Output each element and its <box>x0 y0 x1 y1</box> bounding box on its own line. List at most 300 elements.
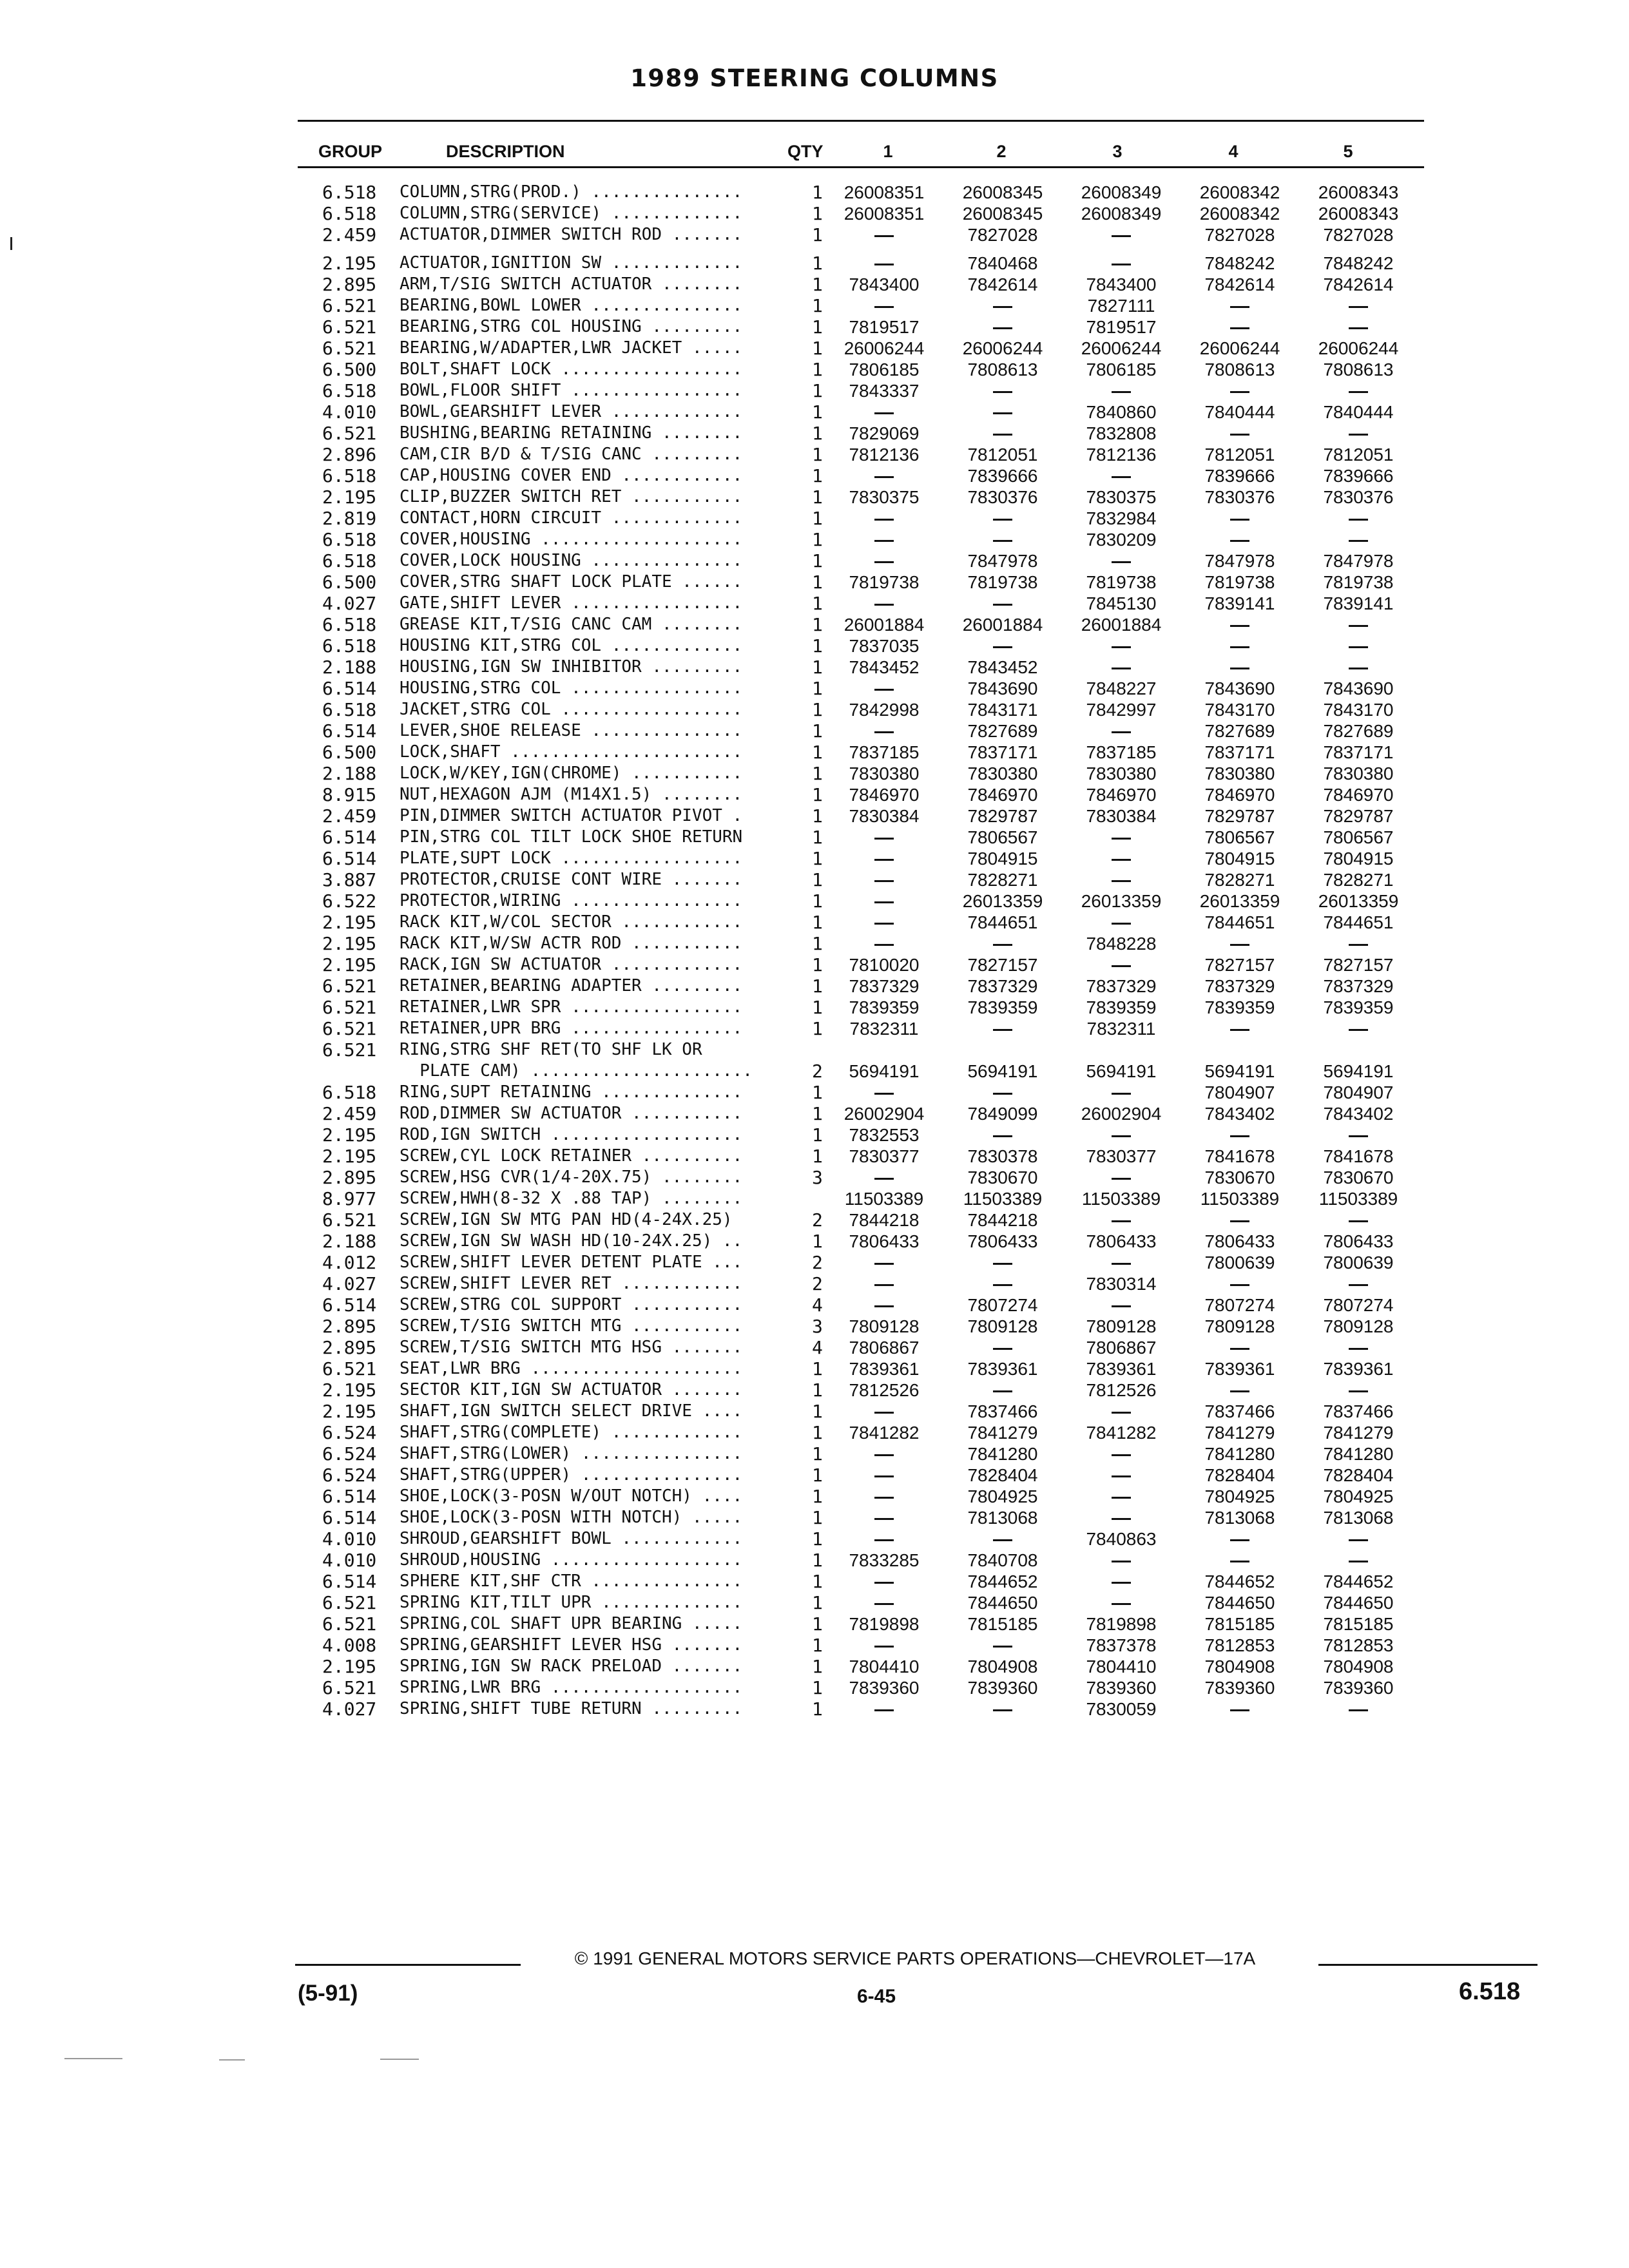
not-applicable-dash <box>1112 646 1131 648</box>
cell-description: SHROUD,GEARSHIFT BOWL ............ <box>400 1529 743 1548</box>
cell-qty: 1 <box>812 1379 823 1401</box>
cell-v3 <box>1062 827 1181 848</box>
table-row <box>322 1103 1418 1124</box>
cell-v5 <box>1299 1209 1418 1231</box>
cell-v2 <box>943 1018 1062 1039</box>
cell-v1: 7837185 <box>849 742 920 762</box>
cell-v1 <box>825 1082 943 1103</box>
cell-v3: 26013359 <box>1081 891 1162 911</box>
cell-group: 6.514 <box>322 678 377 699</box>
cell-qty: 4 <box>812 1294 823 1316</box>
cell-description: ARM,T/SIG SWITCH ACTUATOR ........ <box>400 274 743 294</box>
cell-qty: 3 <box>812 1316 823 1337</box>
cell-v2: 7830378 <box>967 1146 1038 1166</box>
cell-description: LOCK,W/KEY,IGN(CHROME) ........... <box>400 764 743 783</box>
cell-group: 6.518 <box>322 529 377 550</box>
table-row <box>322 784 1418 805</box>
not-applicable-dash <box>1112 668 1131 669</box>
cell-v4 <box>1181 614 1299 635</box>
cell-v3: 7832311 <box>1086 1019 1156 1039</box>
cell-v2: 7837329 <box>967 976 1038 996</box>
cell-group: 2.195 <box>322 486 377 508</box>
cell-v3: 7841282 <box>1086 1423 1157 1443</box>
cell-description: SCREW,T/SIG SWITCH MTG ........... <box>400 1316 743 1336</box>
not-applicable-dash <box>1112 1518 1131 1520</box>
cell-v4: 7842614 <box>1204 274 1275 294</box>
cell-v3: 26008349 <box>1081 182 1162 202</box>
cell-v2 <box>943 295 1062 316</box>
cell-description: CAM,CIR B/D & T/SIG CANC ......... <box>400 445 743 464</box>
cell-group: 6.524 <box>322 1422 377 1443</box>
cell-v5: 7840444 <box>1323 402 1394 422</box>
cell-v1 <box>825 465 943 486</box>
cell-v4: 26006244 <box>1199 338 1280 358</box>
cell-v4: 7839361 <box>1204 1359 1275 1379</box>
cell-v3: 7848227 <box>1086 678 1157 698</box>
not-applicable-dash <box>1349 668 1368 669</box>
not-applicable-dash <box>874 476 894 478</box>
cell-v1 <box>825 890 943 912</box>
cell-qty: 1 <box>812 1422 823 1443</box>
cell-description: ROD,IGN SWITCH ................... <box>400 1125 743 1144</box>
not-applicable-dash <box>993 327 1012 329</box>
not-applicable-dash <box>1349 540 1368 542</box>
cell-v2: 7806567 <box>967 827 1038 847</box>
cell-description: SCREW,IGN SW MTG PAN HD(4-24X.25) <box>400 1210 733 1229</box>
cell-group: 3.887 <box>322 869 377 890</box>
cell-v3 <box>1062 657 1181 678</box>
cell-v2: 26001884 <box>962 615 1043 635</box>
cell-v1 <box>825 848 943 869</box>
cell-group: 6.518 <box>322 635 377 657</box>
cell-description: SPRING,IGN SW RACK PRELOAD ....... <box>400 1657 743 1676</box>
cell-qty: 1 <box>812 1018 823 1039</box>
cell-v2: 26008345 <box>962 204 1043 224</box>
cell-v5 <box>1299 316 1418 338</box>
table-row <box>322 1379 1418 1401</box>
cell-v3: 7837329 <box>1086 976 1157 996</box>
footer-rule-left <box>295 1964 521 1966</box>
cell-description: RACK KIT,W/SW ACTR ROD ........... <box>400 934 743 953</box>
cell-group: 2.459 <box>322 224 377 245</box>
cell-v4: 26013359 <box>1199 891 1280 911</box>
cell-v5: 7827689 <box>1323 721 1394 741</box>
cell-v1 <box>825 1273 943 1294</box>
cell-description: SPHERE KIT,SHF CTR ............... <box>400 1571 743 1591</box>
cell-description: COLUMN,STRG(PROD.) ............... <box>400 182 743 202</box>
cell-v5: 5694191 <box>1323 1061 1394 1081</box>
cell-qty: 1 <box>812 912 823 933</box>
cell-qty: 1 <box>812 444 823 465</box>
cell-v2: 26006244 <box>962 338 1043 358</box>
cell-group: 2.895 <box>322 1316 377 1337</box>
cell-v1 <box>825 1401 943 1422</box>
cell-qty: 1 <box>812 203 823 224</box>
table-row <box>322 1294 1418 1316</box>
table-row <box>322 401 1418 423</box>
parts-table <box>322 182 1418 1720</box>
header-group: GROUP <box>318 142 383 161</box>
cell-v1: 7841282 <box>849 1423 920 1443</box>
not-applicable-dash <box>1230 1220 1249 1222</box>
cell-v5 <box>1299 614 1418 635</box>
not-applicable-dash <box>1349 1284 1368 1286</box>
cell-qty: 1 <box>812 401 823 423</box>
not-applicable-dash <box>1112 1497 1131 1499</box>
table-header <box>303 142 1424 174</box>
cell-group: 6.524 <box>322 1465 377 1486</box>
cell-v2: 7839666 <box>967 466 1038 486</box>
cell-v3: 7806185 <box>1086 360 1157 380</box>
not-applicable-dash <box>874 838 894 840</box>
cell-qty: 1 <box>812 1103 823 1124</box>
cell-group: 2.459 <box>322 805 377 827</box>
cell-v3 <box>1062 1401 1181 1422</box>
not-applicable-dash <box>874 264 894 265</box>
cell-v2: 7829787 <box>967 806 1038 826</box>
not-applicable-dash <box>993 306 1012 308</box>
cell-v5 <box>1299 295 1418 316</box>
cell-v1 <box>825 912 943 933</box>
cell-v5: 7841280 <box>1323 1444 1394 1464</box>
cell-v2: 7827028 <box>967 225 1038 245</box>
cell-qty: 1 <box>812 1443 823 1465</box>
cell-description: CLIP,BUZZER SWITCH RET ........... <box>400 487 743 506</box>
cell-group: 6.518 <box>322 1082 377 1103</box>
cell-group: 4.010 <box>322 1528 377 1550</box>
not-applicable-dash <box>874 901 894 903</box>
table-row <box>322 1550 1418 1571</box>
cell-group: 6.500 <box>322 359 377 380</box>
cell-v3: 11503389 <box>1081 1189 1161 1209</box>
table-row <box>322 444 1418 465</box>
cell-v4: 11503389 <box>1200 1189 1280 1209</box>
cell-qty: 1 <box>812 295 823 316</box>
cell-qty: 1 <box>812 1465 823 1486</box>
cell-v1: 7843337 <box>849 381 920 401</box>
not-applicable-dash <box>874 519 894 521</box>
cell-description: CAP,HOUSING COVER END ............ <box>400 466 743 485</box>
not-applicable-dash <box>993 944 1012 946</box>
cell-v1 <box>825 550 943 572</box>
cell-v1 <box>825 933 943 954</box>
cell-v4: 7809128 <box>1204 1316 1275 1336</box>
cell-v2 <box>943 1082 1062 1103</box>
cell-v1 <box>825 678 943 699</box>
cell-qty: 1 <box>812 359 823 380</box>
cell-v3: 7812526 <box>1086 1380 1157 1400</box>
not-applicable-dash <box>1112 235 1131 237</box>
not-applicable-dash <box>993 1263 1012 1265</box>
cell-qty: 1 <box>812 720 823 742</box>
table-row <box>322 274 1418 295</box>
not-applicable-dash <box>874 1412 894 1414</box>
cell-v3: 7830314 <box>1086 1274 1157 1294</box>
cell-group: 6.514 <box>322 1486 377 1507</box>
cell-v4 <box>1181 933 1299 954</box>
cell-v5 <box>1299 1039 1418 1061</box>
cell-qty: 1 <box>812 486 823 508</box>
cell-v3: 7845130 <box>1086 593 1157 613</box>
cell-v1: 7843400 <box>849 274 920 294</box>
cell-v3: 7839359 <box>1086 997 1157 1017</box>
cell-group <box>322 1061 400 1082</box>
table-row <box>322 1465 1418 1486</box>
cell-v1: 26008351 <box>843 182 925 202</box>
cell-v3 <box>1062 1550 1181 1571</box>
not-applicable-dash <box>1349 306 1368 308</box>
cell-description: HOUSING,IGN SW INHIBITOR ......... <box>400 657 743 677</box>
cell-v1: 7839361 <box>849 1359 920 1379</box>
table-row <box>322 1018 1418 1039</box>
cell-description: SHOE,LOCK(3-POSN WITH NOTCH) ..... <box>400 1508 743 1527</box>
cell-description: SPRING,SHIFT TUBE RETURN ......... <box>400 1699 743 1718</box>
not-applicable-dash <box>1349 519 1368 521</box>
cell-description: HOUSING,STRG COL ................. <box>400 678 743 698</box>
cell-description: CONTACT,HORN CIRCUIT ............. <box>400 508 743 528</box>
cell-qty: 1 <box>812 274 823 295</box>
cell-v4: 7839141 <box>1204 593 1275 613</box>
cell-v5: 7804908 <box>1323 1657 1394 1677</box>
cell-qty: 1 <box>812 1698 823 1720</box>
table-row <box>322 1677 1418 1698</box>
cell-v1 <box>825 295 943 316</box>
cell-v2: 7837171 <box>967 742 1038 762</box>
not-applicable-dash <box>1112 880 1131 882</box>
cell-v1: 7819898 <box>849 1614 920 1634</box>
cell-qty: 1 <box>812 997 823 1018</box>
cell-v4: 26008342 <box>1199 204 1280 224</box>
cell-description: GREASE KIT,T/SIG CANC CAM ........ <box>400 615 743 634</box>
cell-v2: 7808613 <box>967 360 1038 380</box>
cell-v2: 7813068 <box>967 1508 1038 1528</box>
cell-group: 4.008 <box>322 1635 377 1656</box>
cell-v4: 26008342 <box>1199 182 1280 202</box>
cell-v1: 7830375 <box>849 487 920 507</box>
cell-v4 <box>1181 423 1299 444</box>
cell-v5 <box>1299 1337 1418 1358</box>
cell-v1: 7806185 <box>849 360 920 380</box>
cell-v2: 7837466 <box>967 1401 1038 1421</box>
cell-description: SHAFT,IGN SWITCH SELECT DRIVE .... <box>400 1401 743 1421</box>
not-applicable-dash <box>1112 731 1131 733</box>
not-applicable-dash <box>1230 668 1249 669</box>
cell-description: SPRING,GEARSHIFT LEVER HSG ....... <box>400 1635 743 1655</box>
cell-qty: 1 <box>812 1677 823 1698</box>
cell-description: SCREW,SHIFT LEVER RET ............ <box>400 1274 743 1293</box>
cell-v5: 7837171 <box>1323 742 1394 762</box>
cell-v5: 7813068 <box>1323 1508 1394 1528</box>
cell-v5 <box>1299 635 1418 657</box>
cell-v5: 7830376 <box>1323 487 1394 507</box>
not-applicable-dash <box>874 1646 894 1648</box>
cell-v4 <box>1181 380 1299 401</box>
cell-v5 <box>1299 529 1418 550</box>
table-row <box>322 1486 1418 1507</box>
cell-description: BOLT,SHAFT LOCK .................. <box>400 360 743 379</box>
not-applicable-dash <box>1349 1709 1368 1711</box>
cell-v5: 7806567 <box>1323 827 1394 847</box>
cell-v4 <box>1181 316 1299 338</box>
cell-v4: 7827157 <box>1204 955 1275 975</box>
cell-v4 <box>1181 529 1299 550</box>
cell-v5: 7842614 <box>1323 274 1394 294</box>
cell-group: 6.514 <box>322 720 377 742</box>
table-row <box>322 635 1418 657</box>
cell-v4: 7841279 <box>1204 1423 1275 1443</box>
not-applicable-dash <box>1230 944 1249 946</box>
table-row <box>322 975 1418 997</box>
cell-qty: 1 <box>812 1571 823 1592</box>
cell-v4: 7813068 <box>1204 1508 1275 1528</box>
cell-v3 <box>1062 253 1181 274</box>
cell-group: 6.521 <box>322 975 377 997</box>
not-applicable-dash <box>874 412 894 414</box>
cell-v2: 7806433 <box>967 1231 1038 1251</box>
cell-v2: 11503389 <box>963 1189 1043 1209</box>
cell-v5: 7827157 <box>1323 955 1394 975</box>
cell-qty: 1 <box>812 805 823 827</box>
table-row <box>322 203 1418 224</box>
not-applicable-dash <box>1349 1135 1368 1137</box>
cell-v3: 26001884 <box>1081 615 1162 635</box>
cell-v1: 7842998 <box>849 700 920 720</box>
cell-description: JACKET,STRG COL .................. <box>400 700 743 719</box>
not-applicable-dash <box>993 1135 1012 1137</box>
table-row <box>322 912 1418 933</box>
cell-v3: 7830209 <box>1086 530 1157 550</box>
cell-qty: 1 <box>812 954 823 975</box>
cell-description: SCREW,HSG CVR(1/4-20X.75) ........ <box>400 1168 743 1187</box>
cell-group: 2.895 <box>322 1337 377 1358</box>
cell-qty: 1 <box>812 316 823 338</box>
cell-v2 <box>943 380 1062 401</box>
table-row <box>322 1146 1418 1167</box>
cell-v1: 7819517 <box>849 317 920 337</box>
cell-group: 6.514 <box>322 848 377 869</box>
cell-qty: 1 <box>812 763 823 784</box>
cell-v3 <box>1062 1039 1181 1061</box>
cell-group: 6.518 <box>322 614 377 635</box>
cell-v4: 7843170 <box>1204 700 1275 720</box>
cell-v4: 7829787 <box>1204 806 1275 826</box>
cell-v2: 7839361 <box>967 1359 1038 1379</box>
cell-v1: 7839360 <box>849 1678 920 1698</box>
cell-v4: 7800639 <box>1204 1253 1275 1273</box>
not-applicable-dash <box>874 1454 894 1456</box>
cell-description: ACTUATOR,DIMMER SWITCH ROD ....... <box>400 225 743 244</box>
cell-qty: 1 <box>812 338 823 359</box>
cell-qty: 2 <box>812 1252 823 1273</box>
cell-description: COVER,HOUSING .................... <box>400 530 743 549</box>
cell-v3: 7830377 <box>1086 1146 1157 1166</box>
not-applicable-dash <box>1230 327 1249 329</box>
cell-group: 2.188 <box>322 763 377 784</box>
header-description: DESCRIPTION <box>446 142 565 161</box>
not-applicable-dash <box>1230 1029 1249 1031</box>
not-applicable-dash <box>1112 923 1131 925</box>
cell-v1: 26002904 <box>843 1104 925 1124</box>
cell-v3: 5694191 <box>1086 1061 1157 1081</box>
cell-qty <box>812 1039 825 1061</box>
cell-v5: 7837329 <box>1323 976 1394 996</box>
cell-v1 <box>825 1592 943 1613</box>
cell-v2: 7843452 <box>967 657 1038 677</box>
cell-v2 <box>943 593 1062 614</box>
cell-v1 <box>825 1486 943 1507</box>
not-applicable-dash <box>1112 264 1131 265</box>
cell-v4: 7837171 <box>1204 742 1275 762</box>
table-row <box>322 359 1418 380</box>
cell-v4: 7827028 <box>1204 225 1275 245</box>
cell-v1: 7837035 <box>849 636 920 656</box>
cell-v1 <box>825 1528 943 1550</box>
cell-description: GATE,SHIFT LEVER ................. <box>400 593 743 613</box>
not-applicable-dash <box>874 1305 894 1307</box>
cell-v5: 11503389 <box>1318 1189 1398 1209</box>
cell-description: ACTUATOR,IGNITION SW ............. <box>400 253 743 273</box>
not-applicable-dash <box>1230 1284 1249 1286</box>
not-applicable-dash <box>993 412 1012 414</box>
cell-description: COVER,LOCK HOUSING ............... <box>400 551 743 570</box>
not-applicable-dash <box>1112 1305 1131 1307</box>
not-applicable-dash <box>1230 1348 1249 1350</box>
not-applicable-dash <box>1349 391 1368 393</box>
section-number: 6.518 <box>1459 1978 1521 2005</box>
not-applicable-dash <box>1349 1348 1368 1350</box>
not-applicable-dash <box>1230 1390 1249 1392</box>
not-applicable-dash <box>1230 1709 1249 1711</box>
cell-v1: 26006244 <box>843 338 925 358</box>
cell-description: PROTECTOR,WIRING ................. <box>400 891 743 910</box>
cell-description: SPRING KIT,TILT UPR .............. <box>400 1593 743 1612</box>
cell-description: PLATE CAM) ...................... <box>400 1061 753 1081</box>
cell-v1 <box>825 593 943 614</box>
cell-v1: 7809128 <box>849 1316 920 1336</box>
cell-v1 <box>825 529 943 550</box>
cell-group: 6.514 <box>322 1507 377 1528</box>
cell-v5: 7844650 <box>1323 1593 1394 1613</box>
cell-v2 <box>943 933 1062 954</box>
not-applicable-dash <box>874 540 894 542</box>
cell-v3 <box>1062 380 1181 401</box>
cell-v1: 7832553 <box>849 1125 920 1145</box>
table-row <box>322 1443 1418 1465</box>
cell-qty: 1 <box>812 1146 823 1167</box>
not-applicable-dash <box>874 1093 894 1095</box>
cell-v2: 7843171 <box>967 700 1038 720</box>
table-row <box>322 720 1418 742</box>
page-number: 6-45 <box>857 1986 896 2007</box>
cell-v1: 7846970 <box>849 785 920 805</box>
cell-group: 4.027 <box>322 1273 377 1294</box>
cell-v3: 26008349 <box>1081 204 1162 224</box>
cell-v1 <box>825 1039 943 1061</box>
not-applicable-dash <box>874 1497 894 1499</box>
cell-v4: 7806567 <box>1204 827 1275 847</box>
cell-v2 <box>943 1635 1062 1656</box>
cell-v2: 7807274 <box>967 1295 1038 1315</box>
cell-group: 6.514 <box>322 1294 377 1316</box>
cell-v3 <box>1062 1209 1181 1231</box>
cell-v5: 7846970 <box>1323 785 1394 805</box>
cell-qty: 1 <box>812 1124 823 1146</box>
cell-v5: 7837466 <box>1323 1401 1394 1421</box>
cell-v1: 7833285 <box>849 1550 920 1570</box>
cell-qty: 3 <box>812 1167 823 1188</box>
cell-v5: 7804925 <box>1323 1486 1394 1506</box>
table-row <box>322 508 1418 529</box>
